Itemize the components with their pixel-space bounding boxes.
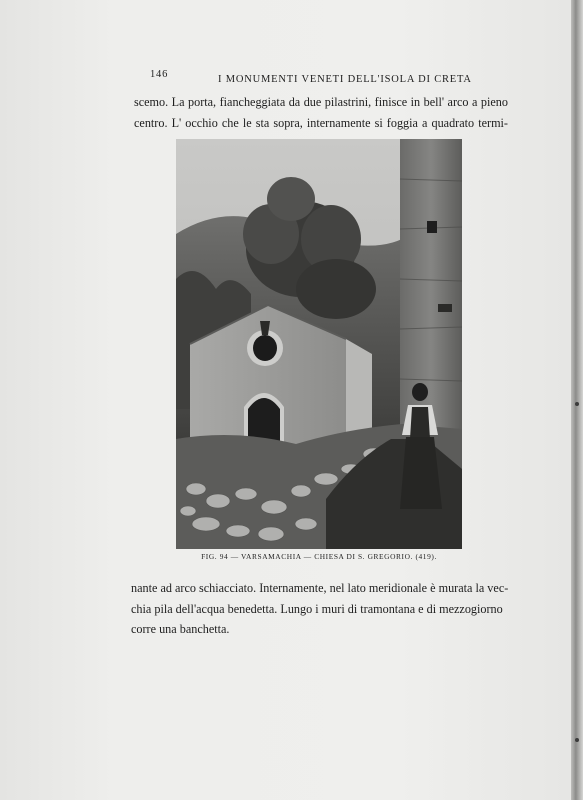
tower-opening [438, 304, 452, 312]
text-line: centro. L' occhio che le sta sopra, internamente si foggia a quadrato termi- [134, 115, 508, 130]
text-line: scemo. La porta, fiancheggiata da due pilastrini, finisce in bell' arco a pieno [134, 95, 508, 109]
text-line: chia pila dell'acqua benedetta. Lungo i muri di tramontana e di mezzogiorno [131, 601, 503, 616]
edge-mark [575, 738, 579, 742]
figure-caption: FIG. 94 — VARSAMACHIA — CHIESA DI S. GREGORIO. (419). [201, 552, 437, 561]
rose-window [253, 335, 277, 361]
page-number: 146 [150, 69, 169, 80]
page-header [150, 69, 500, 85]
paragraph-top [134, 92, 508, 133]
text-line: corre una banchetta. [131, 622, 230, 636]
photo-illustration [176, 139, 462, 549]
edge-mark [575, 402, 579, 406]
page-edge-shadow [571, 0, 583, 800]
paragraph-bottom [131, 578, 509, 640]
tower-window [427, 221, 437, 233]
text-line: nante ad arco schiacciato. Internamente, nel lato meridionale è murata la vec- [131, 581, 509, 595]
running-title: I MONUMENTI VENETI DELL'ISOLA DI CRETA [218, 74, 472, 85]
photograph-church-ruin [176, 139, 462, 549]
